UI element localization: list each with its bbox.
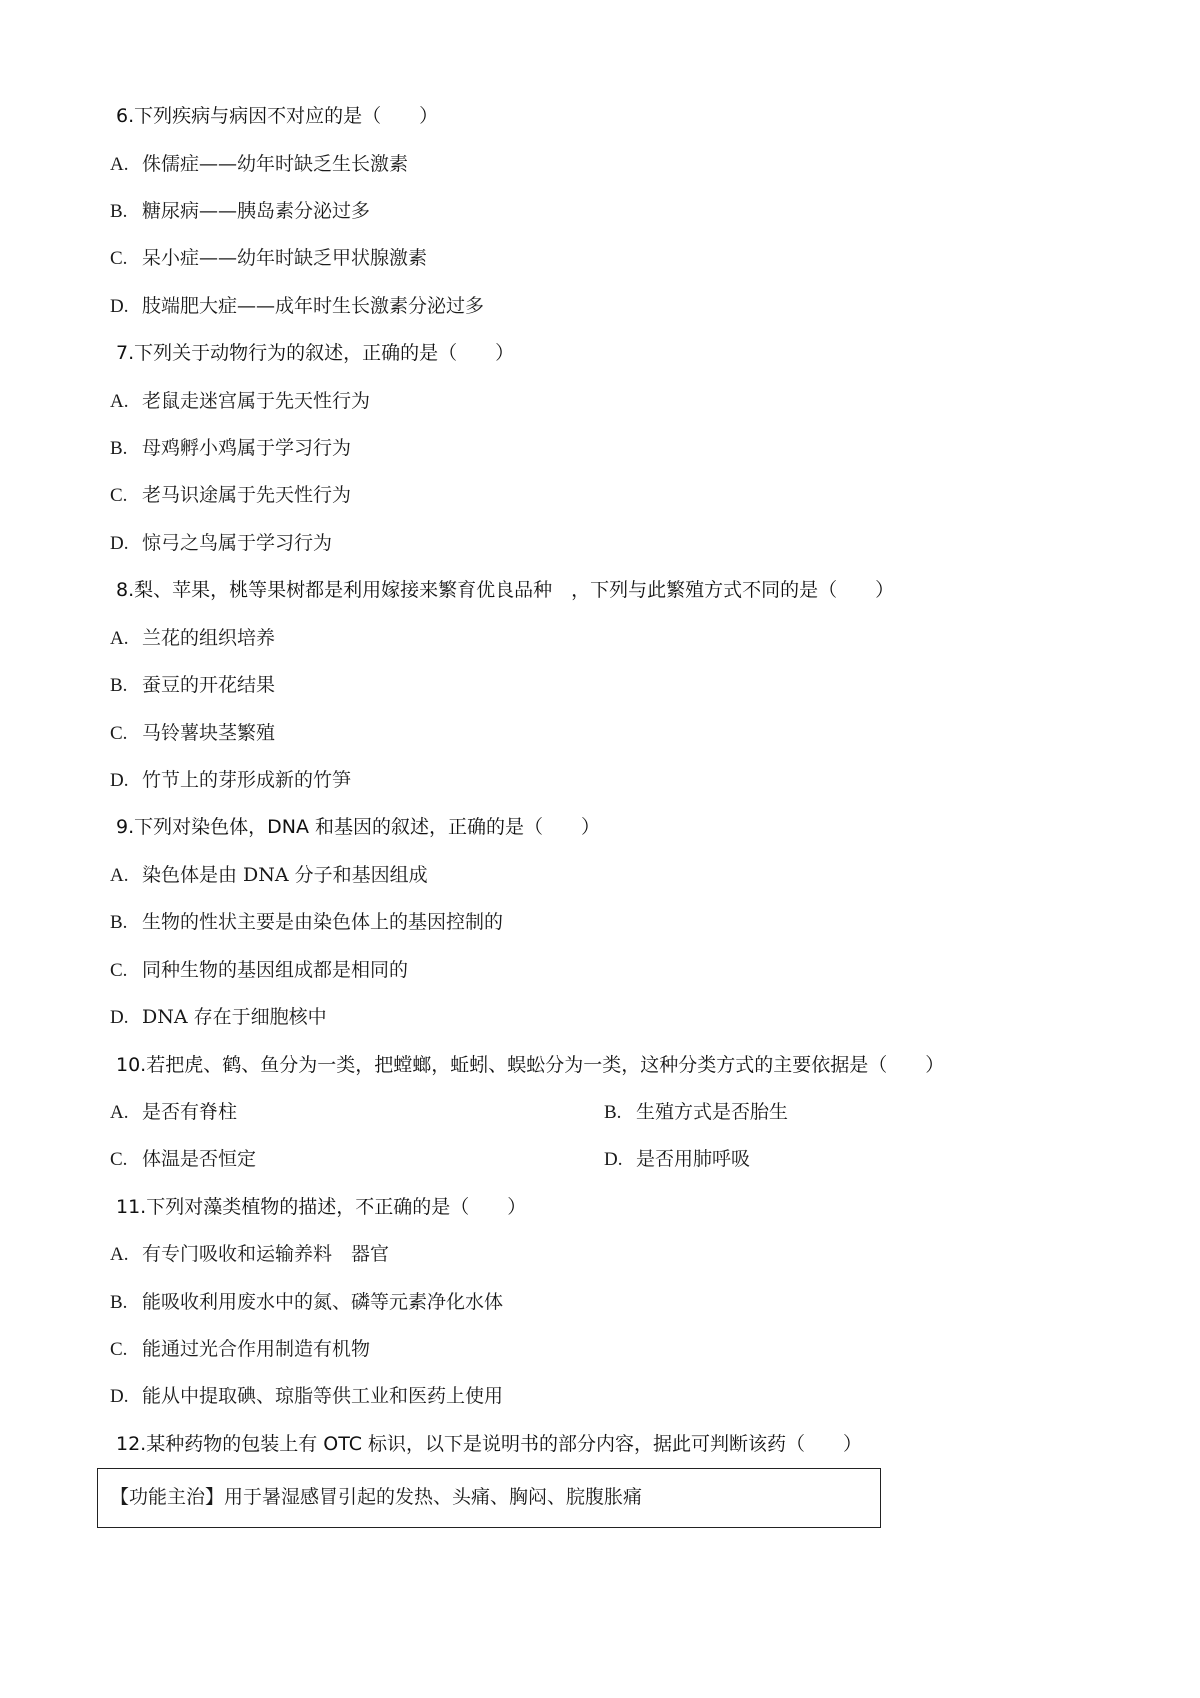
question-8-stem: 8.梨、苹果，桃等果树都是利用嫁接来繁育优良品种 ，下列与此繁殖方式不同的是（ ） (116, 579, 895, 601)
drug-instruction-text: 【功能主治】用于暑湿感冒引起的发热、头痛、胸闷、脘腹胀痛 (110, 1486, 643, 1508)
option-letter: D. (110, 296, 129, 317)
option-text: 有专门吸收和运输养料 器官 (142, 1243, 390, 1265)
question-11-option-c (110, 1335, 370, 1364)
question-7-stem: 7.下列关于动物行为的叙述，正确的是（ ） (116, 342, 515, 364)
question-11-option-a (110, 1240, 389, 1269)
option-letter: A. (110, 628, 129, 649)
question-10-option-c (110, 1145, 256, 1174)
option-letter: C. (110, 1339, 128, 1360)
option-text: 糖尿病——胰岛素分泌过多 (142, 200, 371, 222)
option-text: 老鼠走迷宫属于先天性行为 (142, 390, 371, 412)
question-10-option-d (604, 1145, 750, 1174)
option-letter: C. (110, 248, 128, 269)
question-10-option-b (604, 1098, 788, 1127)
question-10-option-a (110, 1098, 237, 1127)
option-letter: D. (604, 1149, 623, 1170)
question-6-option-c (110, 244, 427, 273)
option-letter: B. (604, 1102, 622, 1123)
question-7-option-d (110, 529, 332, 558)
question-8-option-d (110, 766, 351, 795)
option-letter: D. (110, 770, 129, 791)
option-letter: A. (110, 1102, 129, 1123)
question-9-option-d (110, 1003, 327, 1032)
option-letter: B. (110, 201, 128, 222)
question-9-stem: 9.下列对染色体，DNA 和基因的叙述，正确的是（ ） (116, 816, 601, 838)
option-text: 侏儒症——幼年时缺乏生长激素 (142, 153, 409, 175)
question-9-option-b (110, 908, 503, 937)
option-letter: B. (110, 438, 128, 459)
question-6-option-b (110, 197, 370, 226)
option-letter: B. (110, 675, 128, 696)
drug-instruction-box (97, 1468, 881, 1528)
option-text: 呆小症——幼年时缺乏甲状腺激素 (142, 247, 428, 269)
question-10-stem: 10.若把虎、鹤、鱼分为一类，把螳螂，蚯蚓、蜈蚣分为一类，这种分类方式的主要依据是（ ） (116, 1054, 945, 1076)
option-letter: A. (110, 391, 129, 412)
question-7-option-c (110, 481, 351, 510)
option-text: DNA 存在于细胞核中 (142, 1006, 327, 1028)
question-12-stem: 12.某种药物的包装上有 OTC 标识，以下是说明书的部分内容，据此可判断该药（ ） (116, 1433, 863, 1455)
option-text: 能吸收利用废水中的氮、磷等元素净化水体 (142, 1291, 504, 1313)
option-text: 兰花的组织培养 (142, 627, 276, 649)
option-text: 肢端肥大症——成年时生长激素分泌过多 (142, 295, 485, 317)
option-letter: C. (110, 1149, 128, 1170)
option-letter: A. (110, 1244, 129, 1265)
question-6-stem: 6.下列疾病与病因不对应的是（ ） (116, 105, 439, 127)
option-text: 竹节上的芽形成新的竹笋 (142, 769, 352, 791)
option-text: 能从中提取碘、琼脂等供工业和医药上使用 (142, 1385, 504, 1407)
question-8-option-c (110, 719, 275, 748)
option-text: 体温是否恒定 (142, 1148, 257, 1170)
option-text: 染色体是由 DNA 分子和基因组成 (142, 864, 428, 886)
question-7-option-b (110, 434, 351, 463)
option-letter: B. (110, 912, 128, 933)
option-letter: D. (110, 533, 129, 554)
option-text: 生殖方式是否胎生 (636, 1101, 789, 1123)
option-text: 是否有脊柱 (142, 1101, 238, 1123)
question-11-stem: 11.下列对藻类植物的描述，不正确的是（ ） (116, 1196, 527, 1218)
option-letter: D. (110, 1386, 129, 1407)
option-letter: D. (110, 1007, 129, 1028)
question-11-option-d (110, 1382, 503, 1411)
question-6-option-d (110, 292, 484, 321)
option-text: 能通过光合作用制造有机物 (142, 1338, 371, 1360)
question-8-option-b (110, 671, 275, 700)
question-8-option-a (110, 624, 275, 653)
question-7-option-a (110, 387, 370, 416)
option-letter: C. (110, 960, 128, 981)
option-text: 马铃薯块茎繁殖 (142, 722, 276, 744)
option-text: 生物的性状主要是由染色体上的基因控制的 (142, 911, 504, 933)
question-6-option-a (110, 150, 408, 179)
option-text: 蚕豆的开花结果 (142, 674, 276, 696)
option-text: 惊弓之鸟属于学习行为 (142, 532, 333, 554)
option-text: 是否用肺呼吸 (636, 1148, 751, 1170)
option-text: 老马识途属于先天性行为 (142, 484, 352, 506)
option-letter: A. (110, 154, 129, 175)
option-letter: A. (110, 865, 129, 886)
option-letter: C. (110, 723, 128, 744)
question-9-option-c (110, 956, 408, 985)
question-9-option-a (110, 861, 428, 890)
option-letter: C. (110, 485, 128, 506)
question-11-option-b (110, 1288, 503, 1317)
option-text: 同种生物的基因组成都是相同的 (142, 959, 409, 981)
option-letter: B. (110, 1292, 128, 1313)
option-text: 母鸡孵小鸡属于学习行为 (142, 437, 352, 459)
